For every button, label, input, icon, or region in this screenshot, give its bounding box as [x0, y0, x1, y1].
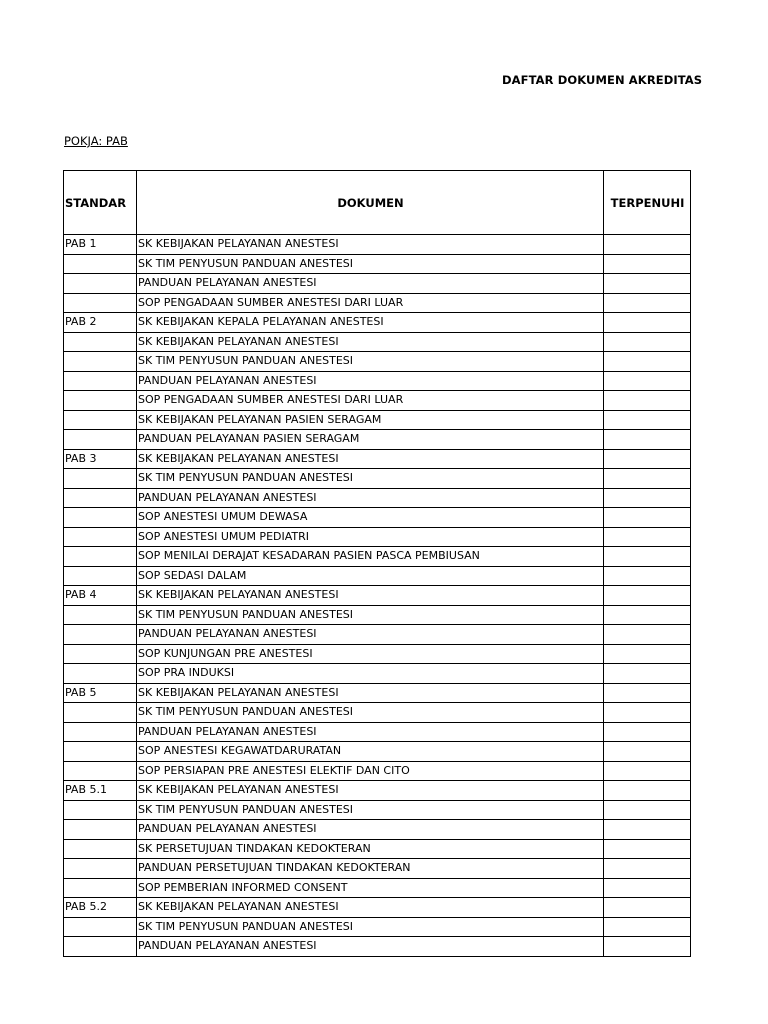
pokja-label: POKJA: PAB	[64, 134, 128, 148]
cell-dokumen: SK KEBIJAKAN PELAYANAN ANESTESI	[137, 683, 604, 703]
cell-standar: PAB 5.1	[64, 781, 137, 801]
table-row	[64, 625, 691, 645]
cell-dokumen: SK TIM PENYUSUN PANDUAN ANESTESI	[137, 703, 604, 723]
table-row	[64, 235, 691, 255]
table-row	[64, 722, 691, 742]
table-row	[64, 937, 691, 957]
header-standar: STANDAR	[64, 171, 137, 235]
cell-terpenuhi	[604, 644, 691, 664]
cell-terpenuhi	[604, 566, 691, 586]
cell-dokumen: PANDUAN PERSETUJUAN TINDAKAN KEDOKTERAN	[137, 859, 604, 879]
cell-dokumen: PANDUAN PELAYANAN PASIEN SERAGAM	[137, 430, 604, 450]
cell-dokumen: SK KEBIJAKAN PELAYANAN ANESTESI	[137, 449, 604, 469]
table-row	[64, 859, 691, 879]
cell-standar	[64, 917, 137, 937]
cell-terpenuhi	[604, 878, 691, 898]
cell-dokumen: SK KEBIJAKAN PELAYANAN ANESTESI	[137, 332, 604, 352]
cell-terpenuhi	[604, 430, 691, 450]
cell-dokumen: SK KEBIJAKAN PELAYANAN ANESTESI	[137, 586, 604, 606]
cell-standar: PAB 4	[64, 586, 137, 606]
cell-standar: PAB 5.2	[64, 898, 137, 918]
table-row	[64, 820, 691, 840]
cell-terpenuhi	[604, 742, 691, 762]
cell-dokumen: SK TIM PENYUSUN PANDUAN ANESTESI	[137, 800, 604, 820]
cell-standar	[64, 839, 137, 859]
header-dokumen: DOKUMEN	[137, 171, 604, 235]
cell-terpenuhi	[604, 937, 691, 957]
cell-dokumen: SK KEBIJAKAN PELAYANAN ANESTESI	[137, 898, 604, 918]
cell-terpenuhi	[604, 508, 691, 528]
cell-terpenuhi	[604, 761, 691, 781]
cell-dokumen: PANDUAN PELAYANAN ANESTESI	[137, 371, 604, 391]
cell-terpenuhi	[604, 352, 691, 372]
cell-standar	[64, 508, 137, 528]
cell-dokumen: PANDUAN PELAYANAN ANESTESI	[137, 937, 604, 957]
table-row	[64, 488, 691, 508]
cell-dokumen: SK TIM PENYUSUN PANDUAN ANESTESI	[137, 254, 604, 274]
cell-terpenuhi	[604, 781, 691, 801]
cell-dokumen: PANDUAN PELAYANAN ANESTESI	[137, 820, 604, 840]
cell-standar	[64, 430, 137, 450]
header-terpenuhi: TERPENUHI	[604, 171, 691, 235]
cell-terpenuhi	[604, 722, 691, 742]
cell-terpenuhi	[604, 274, 691, 294]
cell-dokumen: SK KEBIJAKAN KEPALA PELAYANAN ANESTESI	[137, 313, 604, 333]
cell-terpenuhi	[604, 820, 691, 840]
table-row	[64, 527, 691, 547]
table-row	[64, 410, 691, 430]
table-row	[64, 254, 691, 274]
table-row	[64, 449, 691, 469]
cell-dokumen: SK TIM PENYUSUN PANDUAN ANESTESI	[137, 605, 604, 625]
cell-terpenuhi	[604, 371, 691, 391]
cell-dokumen: SK KEBIJAKAN PELAYANAN ANESTESI	[137, 781, 604, 801]
cell-standar	[64, 800, 137, 820]
cell-dokumen: SOP PRA INDUKSI	[137, 664, 604, 684]
cell-dokumen: PANDUAN PELAYANAN ANESTESI	[137, 625, 604, 645]
cell-dokumen: SOP ANESTESI UMUM DEWASA	[137, 508, 604, 528]
cell-standar	[64, 254, 137, 274]
table-row	[64, 293, 691, 313]
cell-dokumen: SOP KUNJUNGAN PRE ANESTESI	[137, 644, 604, 664]
cell-dokumen: SK KEBIJAKAN PELAYANAN PASIEN SERAGAM	[137, 410, 604, 430]
cell-standar	[64, 664, 137, 684]
cell-terpenuhi	[604, 410, 691, 430]
table-row	[64, 878, 691, 898]
cell-terpenuhi	[604, 625, 691, 645]
cell-terpenuhi	[604, 488, 691, 508]
table-row	[64, 605, 691, 625]
cell-standar	[64, 527, 137, 547]
cell-dokumen: PANDUAN PELAYANAN ANESTESI	[137, 274, 604, 294]
cell-standar	[64, 703, 137, 723]
cell-terpenuhi	[604, 332, 691, 352]
cell-standar	[64, 820, 137, 840]
document-table	[63, 170, 691, 957]
cell-dokumen: SOP PENGADAAN SUMBER ANESTESI DARI LUAR	[137, 293, 604, 313]
cell-terpenuhi	[604, 293, 691, 313]
cell-standar: PAB 2	[64, 313, 137, 333]
table-row	[64, 508, 691, 528]
table-row	[64, 371, 691, 391]
cell-standar	[64, 566, 137, 586]
table-row	[64, 391, 691, 411]
cell-terpenuhi	[604, 449, 691, 469]
cell-standar	[64, 391, 137, 411]
cell-standar: PAB 3	[64, 449, 137, 469]
table-row	[64, 839, 691, 859]
table-row	[64, 781, 691, 801]
cell-dokumen: SOP ANESTESI UMUM PEDIATRI	[137, 527, 604, 547]
cell-dokumen: PANDUAN PELAYANAN ANESTESI	[137, 722, 604, 742]
cell-dokumen: SOP ANESTESI KEGAWATDARURATAN	[137, 742, 604, 762]
cell-standar: PAB 5	[64, 683, 137, 703]
cell-terpenuhi	[604, 664, 691, 684]
cell-dokumen: SOP PERSIAPAN PRE ANESTESI ELEKTIF DAN CITO	[137, 761, 604, 781]
cell-terpenuhi	[604, 683, 691, 703]
cell-terpenuhi	[604, 703, 691, 723]
cell-standar	[64, 625, 137, 645]
cell-dokumen: SK PERSETUJUAN TINDAKAN KEDOKTERAN	[137, 839, 604, 859]
cell-standar	[64, 878, 137, 898]
table-body	[64, 235, 691, 957]
cell-standar	[64, 937, 137, 957]
cell-terpenuhi	[604, 605, 691, 625]
table-row	[64, 352, 691, 372]
table-row	[64, 586, 691, 606]
cell-standar: PAB 1	[64, 235, 137, 255]
cell-standar	[64, 332, 137, 352]
cell-dokumen: SK TIM PENYUSUN PANDUAN ANESTESI	[137, 917, 604, 937]
cell-terpenuhi	[604, 586, 691, 606]
document-title: DAFTAR DOKUMEN AKREDITAS	[502, 73, 703, 87]
cell-dokumen: SOP MENILAI DERAJAT KESADARAN PASIEN PASCA PEMBIUSAN	[137, 547, 604, 567]
cell-dokumen: SOP SEDASI DALAM	[137, 566, 604, 586]
cell-standar	[64, 859, 137, 879]
cell-terpenuhi	[604, 839, 691, 859]
cell-standar	[64, 371, 137, 391]
table-row	[64, 313, 691, 333]
cell-standar	[64, 742, 137, 762]
cell-terpenuhi	[604, 800, 691, 820]
cell-terpenuhi	[604, 898, 691, 918]
table-row	[64, 761, 691, 781]
table-row	[64, 800, 691, 820]
cell-standar	[64, 488, 137, 508]
cell-standar	[64, 293, 137, 313]
cell-dokumen: SK TIM PENYUSUN PANDUAN ANESTESI	[137, 352, 604, 372]
table-row	[64, 469, 691, 489]
table-row	[64, 898, 691, 918]
cell-dokumen: SOP PEMBERIAN INFORMED CONSENT	[137, 878, 604, 898]
cell-terpenuhi	[604, 391, 691, 411]
cell-standar	[64, 761, 137, 781]
table-row	[64, 430, 691, 450]
table-row	[64, 742, 691, 762]
cell-terpenuhi	[604, 235, 691, 255]
cell-terpenuhi	[604, 313, 691, 333]
cell-terpenuhi	[604, 254, 691, 274]
cell-terpenuhi	[604, 859, 691, 879]
table-row	[64, 566, 691, 586]
table-header-row	[64, 171, 691, 235]
cell-standar	[64, 605, 137, 625]
table-row	[64, 644, 691, 664]
cell-standar	[64, 547, 137, 567]
cell-terpenuhi	[604, 527, 691, 547]
cell-dokumen: SOP PENGADAAN SUMBER ANESTESI DARI LUAR	[137, 391, 604, 411]
table-row	[64, 332, 691, 352]
cell-dokumen: SK TIM PENYUSUN PANDUAN ANESTESI	[137, 469, 604, 489]
table-row	[64, 547, 691, 567]
cell-standar	[64, 352, 137, 372]
cell-standar	[64, 274, 137, 294]
cell-standar	[64, 722, 137, 742]
table-row	[64, 917, 691, 937]
cell-dokumen: PANDUAN PELAYANAN ANESTESI	[137, 488, 604, 508]
table-row	[64, 274, 691, 294]
cell-terpenuhi	[604, 917, 691, 937]
cell-standar	[64, 410, 137, 430]
cell-standar	[64, 644, 137, 664]
table-row	[64, 683, 691, 703]
cell-terpenuhi	[604, 547, 691, 567]
cell-standar	[64, 469, 137, 489]
cell-dokumen: SK KEBIJAKAN PELAYANAN ANESTESI	[137, 235, 604, 255]
cell-terpenuhi	[604, 469, 691, 489]
table-row	[64, 703, 691, 723]
table-row	[64, 664, 691, 684]
